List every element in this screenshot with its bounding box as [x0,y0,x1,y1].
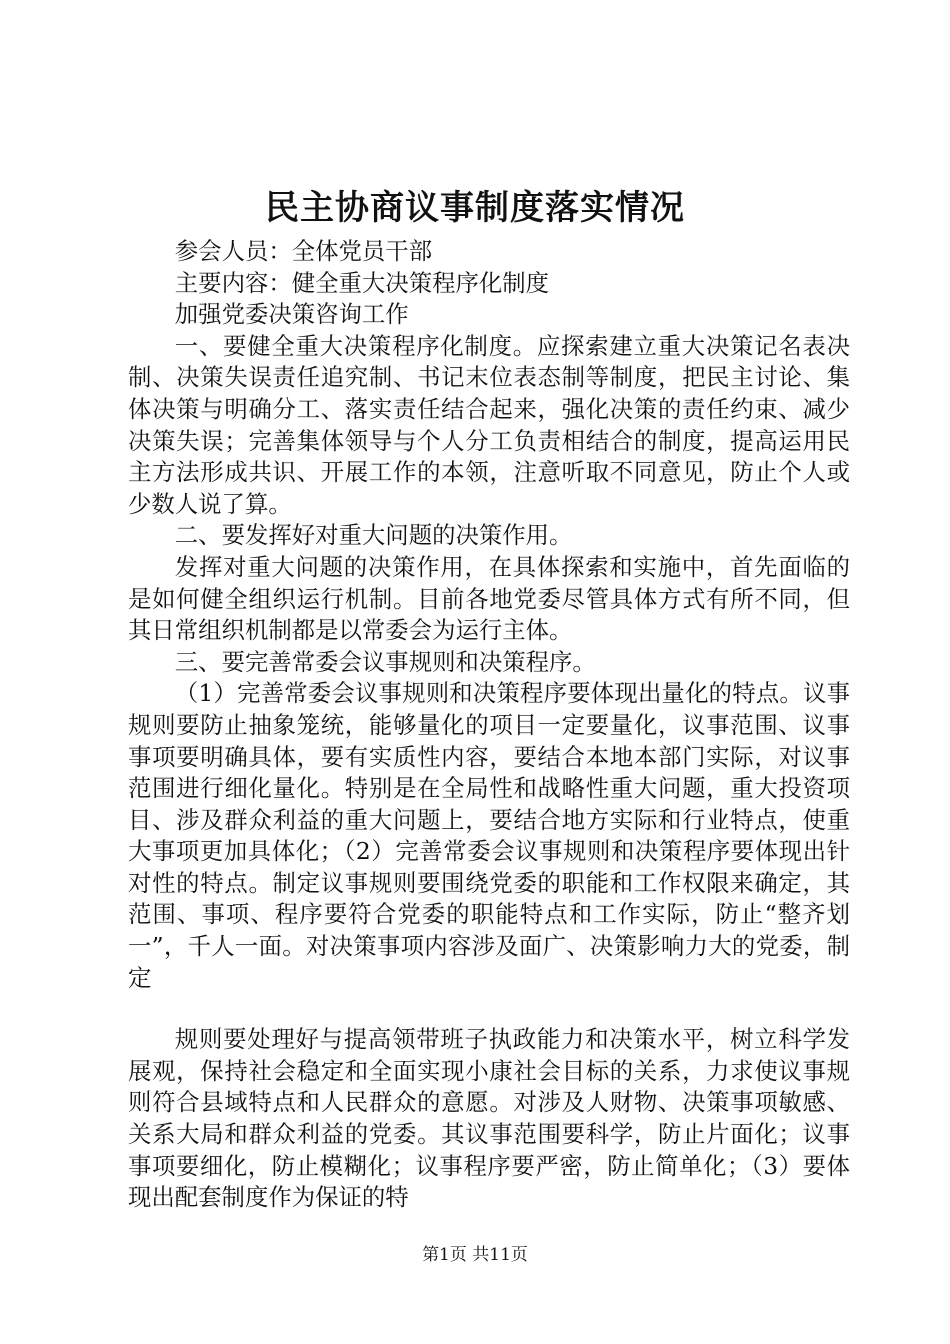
paragraph-section-1: 一、要健全重大决策程序化制度。应探索建立重大决策记名表决制、决策失误责任追究制、书记末位表态制等制度，把民主讨论、集体决策与明确分工、落实责任结合起来，强化决策的责任约束、减少决策失误；完善集体领导与个人分工负责相结合的制度，提高运用民主方法形成共识、开展工作的本领，注意听取不同意见，防止个人或少数人说了算。 [128,331,850,518]
document-title: 民主协商议事制度落实情况 [265,188,685,228]
page-number-footer: 第1页 共11页 [422,1245,528,1265]
paragraph-consulting: 加强党委决策咨询工作 [174,300,409,329]
paragraph-section-2-body: 发挥对重大问题的决策作用，在具体探索和实施中，首先面临的是如何健全组织运行机制。目前各地党委尽管具体方式有所不同，但其日常组织机制都是以常委会为运行主体。 [128,552,850,645]
paragraph-attendees: 参会人员：全体党员干部 [174,237,433,265]
paragraph-section-3-body: （1）完善常委会议事规则和决策程序要体现出量化的特点。议事规则要防止抽象笼统，能够量化的项目一定要量化，议事范围、议事事项要明确具体，要有实质性内容，要结合本地本部门实际，对议事范围进行细化量化。特别是在全局性和战略性重大问题，重大投资项目、涉及群众利益的重大问题上，要结合地方实际和行业特点，使重大事项更加具体化；（2）完善常委会议事规则和决策程序要体现出针对性的特点。制定议事规则要围绕党委的职能和工作权限来确定，其范围、事项、程序要符合党委的职能特点和工作实际，防止“整齐划一”，千人一面。对决策事项内容涉及面广、决策影响力大的党委，制定 [128,679,850,992]
paragraph-section-2-heading: 二、要发挥好对重大问题的决策作用。 [174,521,573,550]
paragraph-main-content: 主要内容：健全重大决策程序化制度 [174,268,550,297]
document-body [128,236,850,1214]
paragraph-rules: 规则要处理好与提高领带班子执政能力和决策水平，树立科学发展观，保持社会稳定和全面实现小康社会目标的关系，力求使议事规则符合县域特点和人民群众的意愿。对涉及人财物、决策事项敏感、关系大局和群众利益的党委。其议事范围要科学，防止片面化；议事事项要细化，防止模糊化；议事程序要严密，防止简单化；（3）要体现出配套制度作为保证的特 [128,1025,850,1212]
paragraph-section-3-heading: 三、要完善常委会议事规则和决策程序。 [174,647,596,676]
